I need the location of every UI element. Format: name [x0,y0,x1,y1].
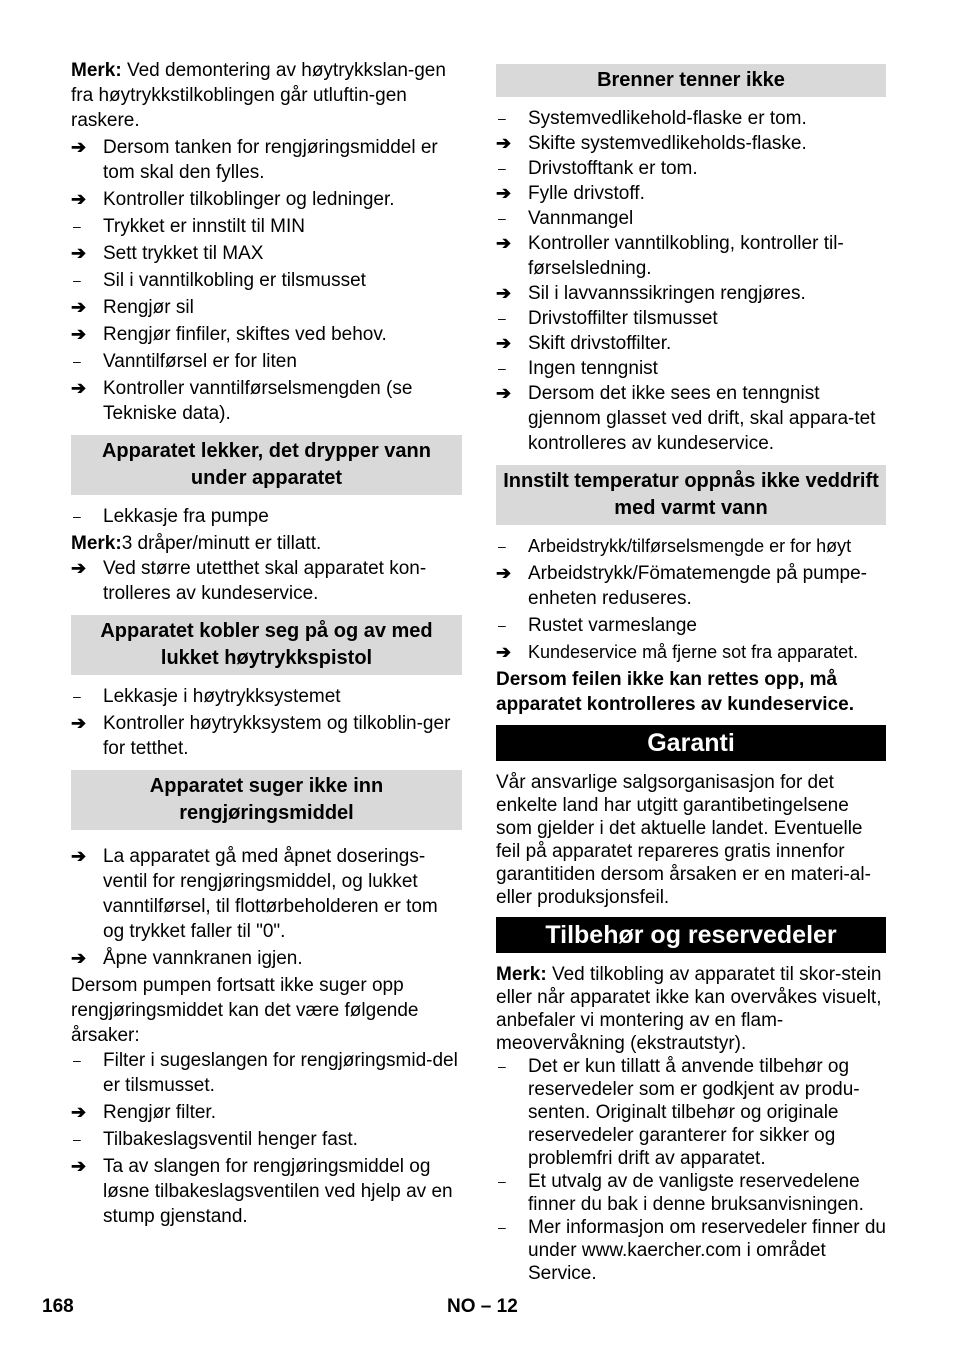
note-text: Ved demontering av høytrykkslan-gen fra høytrykkstilkoblingen går utluftin-gen raskere. [71,60,446,131]
list-item-text: Kontroller tilkoblinger og ledninger. [103,189,395,210]
list-item [496,1055,886,1170]
list-item-text: Arbeidstrykk/tilførselsmengde er for høyt [528,536,852,556]
list-item-text: Rustet varmeslange [528,615,697,636]
language-code: NO [447,1296,476,1317]
list-item-text: Ingen tenngnist [528,358,658,379]
arrow-icon: ➔ [496,233,512,253]
list-item [71,295,462,320]
dash-icon: – [498,1219,506,1235]
list-item [496,640,886,665]
list-item [496,106,886,131]
list-item-text: Sett trykket til MAX [103,243,264,264]
list-item [71,1100,462,1125]
list-item-text: Rengjør sil [103,297,194,318]
right-column [496,64,886,1285]
list-item [496,206,886,231]
note-label: Merk: [496,964,547,985]
list-item-text: Kontroller vanntilførselsmengden (se Tekniske data). [103,378,413,424]
list-item-text: Dersom tanken for rengjøringsmiddel er tom skal den fylles. [103,137,438,183]
list-item [71,844,462,944]
list-item-text: Drivstofftank er tom. [528,158,698,179]
list-item-text: Sil i lavvannssikringen rengjøres. [528,283,806,304]
arrow-icon: ➔ [71,243,87,263]
list-item-text: Skift drivstoffilter. [528,333,672,354]
list-item [71,187,462,212]
arrow-icon: ➔ [71,137,87,157]
arrow-icon: ➔ [71,297,87,317]
arrow-icon: ➔ [496,563,512,583]
left-column [71,58,462,1229]
dash-icon: – [498,538,506,554]
list-item-text: Fylle drivstoff. [528,183,645,204]
section-heading: Innstilt temperatur oppnås ikke veddrift med varmt vann [496,465,886,525]
list-item [71,556,462,606]
list-item-text: La apparatet gå med åpnet doserings-ventil for rengjøringsmiddel, og lukket vanntilførsel, til flottørbeholderen er tom og trykket faller til "0". [103,846,438,942]
arrow-icon: ➔ [496,642,512,662]
arrow-icon: ➔ [71,558,87,578]
list-item-text: Arbeidstrykk/Fömatemengde på pumpe-enheten reduseres. [528,563,867,609]
arrow-icon: ➔ [71,1156,87,1176]
dash-icon: – [73,353,81,369]
section-heading: Apparatet suger ikke inn rengjøringsmiddel [71,770,462,830]
page-language-ref [447,1296,518,1318]
list-item-text: Kundeservice må fjerne sot fra apparatet. [528,642,859,662]
body-paragraph: Dersom pumpen fortsatt ikke suger opp rengjøringsmiddet kan det være følgende årsaker: [71,975,419,1046]
dash-icon: – [498,360,506,376]
arrow-icon: ➔ [71,1102,87,1122]
list-item-text: Kontroller vanntilkobling, kontroller til-førselsledning. [528,233,844,279]
note-paragraph [71,531,462,556]
arrow-icon: ➔ [71,189,87,209]
page-reference: – 12 [480,1296,518,1317]
list-item [496,231,886,281]
dash-icon: – [498,210,506,226]
list-item-text: Drivstoffilter tilsmusset [528,308,718,329]
list-item-text: Rengjør filter. [103,1102,216,1123]
list-item-text: Det er kun tillatt å anvende tilbehør og reservedeler som er godkjent av produ-senten. Originalt tilbehør og originale reservedeler garanterer for sikker og problemfri drift av apparatet. [528,1056,860,1169]
dash-icon: – [498,617,506,633]
list-item-text: Rengjør finfiler, skiftes ved behov. [103,324,387,345]
bold-note-text: Dersom feilen ikke kan rettes opp, må apparatet kontrolleres av kundeservice. [496,669,854,715]
list-item-text: Tilbakeslagsventil henger fast. [103,1129,358,1150]
list-item-text: Filter i sugeslangen for rengjøringsmid-del er tilsmusset. [103,1050,458,1096]
list-item [71,1154,462,1229]
list-item-text: Skifte systemvedlikeholds-flaske. [528,133,807,154]
list-item-text: Et utvalg av de vanligste reservedelene finner du bak i denne bruksanvisningen. [528,1171,864,1215]
arrow-icon: ➔ [71,846,87,866]
list-item [71,135,462,185]
dash-icon: – [498,110,506,126]
note-label: Merk: [71,60,122,81]
list-item-text: Trykket er innstilt til MIN [103,216,305,237]
list-item [71,711,462,761]
list-item [496,156,886,181]
dash-icon: – [498,1058,506,1074]
section-banner-accessories: Tilbehør og reservedeler [496,917,886,953]
list-item [71,684,462,709]
list-item [71,241,462,266]
dash-icon: – [498,160,506,176]
list-item [71,504,462,529]
arrow-icon: ➔ [71,713,87,733]
arrow-icon: ➔ [496,383,512,403]
list-item-text: Lekkasje fra pumpe [103,506,269,527]
body-paragraph: Vår ansvarlige salgsorganisasjon for det enkelte land har utgitt garantibetingelsene som gjelder i det aktuelle landet. Eventuelle feil på apparatet repareres gratis innenfor garantitiden dersom årsaken er en materi-al- eller produksjonsfeil. [496,772,871,908]
list-item-text: Systemvedlikehold-flaske er tom. [528,108,807,129]
list-item-text: Vanntilførsel er for liten [103,351,297,372]
dash-icon: – [73,272,81,288]
list-item [71,1048,462,1098]
arrow-icon: ➔ [71,948,87,968]
list-item [496,381,886,456]
list-item-text: Dersom det ikke sees en tenngnist gjennom glasset ved drift, skal appara-tet kontrolleres av kundeservice. [528,383,876,454]
list-item [496,131,886,156]
list-item-text: Sil i vanntilkobling er tilsmusset [103,270,366,291]
section-heading: Brenner tenner ikke [496,64,886,97]
arrow-icon: ➔ [496,333,512,353]
list-item-text: Lekkasje i høytrykksystemet [103,686,341,707]
bold-note [496,667,886,717]
dash-icon: – [73,218,81,234]
list-item [71,322,462,347]
dash-icon: – [73,688,81,704]
note-text: Ved tilkobling av apparatet til skor-stein eller når apparatet ikke kan overvåkes visuelt, anbefaler vi montering av en flam-meovervåkning (ekstrautstyr). [496,964,882,1054]
note-paragraph [71,58,462,133]
list-item [496,306,886,331]
list-item [496,534,886,559]
list-item [496,561,886,611]
list-item [71,268,462,293]
section-banner-garanti: Garanti [496,725,886,761]
list-item-text: Mer informasjon om reservedeler finner du under www.kaercher.com i området Service. [528,1217,886,1284]
list-item-text: Vannmangel [528,208,634,229]
dash-icon: – [73,508,81,524]
dash-icon: – [73,1052,81,1068]
list-item [71,349,462,374]
list-item [71,946,462,971]
list-item [496,1170,886,1216]
dash-icon: – [498,1173,506,1189]
arrow-icon: ➔ [496,183,512,203]
list-item [71,376,462,426]
section-heading: Apparatet kobler seg på og av med lukket høytrykkspistol [71,615,462,675]
list-item [71,1127,462,1152]
dash-icon: – [73,1131,81,1147]
list-item-text: Åpne vannkranen igjen. [103,948,303,969]
arrow-icon: ➔ [496,283,512,303]
list-item [496,613,886,638]
page-number: 168 [42,1296,74,1317]
list-item [496,1216,886,1285]
arrow-icon: ➔ [496,133,512,153]
note-label: Merk: [71,533,122,554]
arrow-icon: ➔ [71,324,87,344]
dash-icon: – [498,310,506,326]
list-item [496,181,886,206]
list-item-text: Ved større utetthet skal apparatet kon-trolleres av kundeservice. [103,558,427,604]
note-text: 3 dråper/minutt er tillatt. [121,533,322,554]
list-item-text: Ta av slangen for rengjøringsmiddel og løsne tilbakeslagsventilen ved hjelp av en stump gjenstand. [103,1156,453,1227]
section-heading: Apparatet lekker, det drypper vann under apparatet [71,435,462,495]
list-item [71,214,462,239]
note-paragraph [496,963,886,1055]
arrow-icon: ➔ [71,378,87,398]
list-item [496,331,886,356]
list-item [496,356,886,381]
list-item [496,281,886,306]
list-item-text: Kontroller høytrykksystem og tilkoblin-ger for tetthet. [103,713,451,759]
